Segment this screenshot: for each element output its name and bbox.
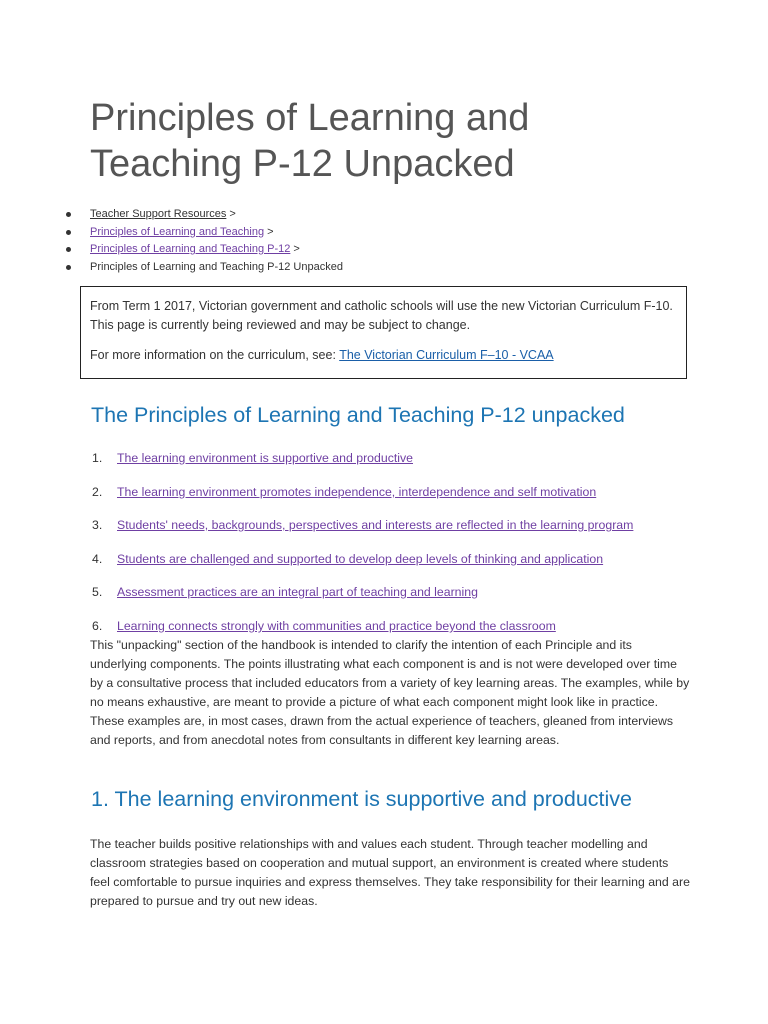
breadcrumb-link-principles-p12[interactable]: Principles of Learning and Teaching P-12 [90,243,291,255]
intro-paragraph: This "unpacking" section of the handbook is intended to clarify the intention of each Principle and its underlying components. The points illustrating what each component is and is not were developed over time by a consultative process that included educators from a variety of key learning areas. The examples, while by no means exhaustive, are meant to provide a picture of what each component might look like in practice. These examples are, in most cases, drawn from the actual experience of teachers, gleaned from interviews and reports, and from anecdotal notes from consultants in different key learning areas. [90,638,690,747]
notice-text: From Term 1 2017, Victorian government and catholic schools will use the new Victorian Curriculum F-10. This page is currently being reviewed and may be subject to change. [90,299,673,332]
principle-link-2[interactable]: The learning environment promotes independence, interdependence and self motivation [117,485,597,499]
breadcrumb-current: Principles of Learning and Teaching P-12 Unpacked [90,260,343,273]
list-number: 5. [92,585,103,599]
breadcrumb-item [66,241,343,259]
list-item [92,518,633,532]
breadcrumb-separator: > [226,208,236,220]
list-item [92,585,478,599]
list-number: 4. [92,552,103,566]
bullet-icon [66,230,71,235]
list-item [92,552,603,566]
curriculum-notice-box [80,286,687,379]
list-number: 6. [92,619,103,633]
principle-link-1[interactable]: The learning environment is supportive and productive [117,451,413,465]
bullet-icon [66,247,71,252]
principle1-paragraph: The teacher builds positive relationships with and values each student. Through teacher modelling and classroom strategies based on cooperation and mutual support, an environment is created where students feel comfortable to pursue inquiries and express themselves. They take responsibility for their learning and are prepared to pursue and try out new ideas. [90,837,690,908]
bullet-icon [66,212,71,217]
list-number: 3. [92,518,103,532]
bullet-icon [66,265,71,270]
breadcrumb-separator: > [290,243,300,255]
breadcrumb-link-principles[interactable]: Principles of Learning and Teaching [90,225,265,238]
breadcrumb-item [66,224,343,242]
list-item [92,451,413,465]
principle-link-6[interactable]: Learning connects strongly with communities and practice beyond the classroom [117,619,556,633]
breadcrumb-separator: > [264,225,274,238]
breadcrumb-item [66,206,343,224]
page-title: Principles of Learning and Teaching P-12 Unpacked [90,97,530,185]
section-heading: The Principles of Learning and Teaching P-12 unpacked [91,403,625,427]
breadcrumb-item [66,259,343,277]
notice-more-prefix: For more information on the curriculum, see: [90,348,340,362]
principle-link-3[interactable]: Students' needs, backgrounds, perspectives and interests are reflected in the learning program [117,518,634,532]
principle1-heading: 1. The learning environment is supportive and productive [91,787,633,811]
list-number: 1. [92,451,103,465]
principle-link-5[interactable]: Assessment practices are an integral part of teaching and learning [117,585,478,599]
breadcrumb-link-teacher-support[interactable]: Teacher Support Resources [90,208,227,220]
list-number: 2. [92,485,103,499]
list-item [92,619,556,633]
principle-link-4[interactable]: Students are challenged and supported to develop deep levels of thinking and application [117,552,604,566]
breadcrumb [66,206,343,276]
vcaa-link[interactable]: The Victorian Curriculum F–10 - VCAA [339,348,554,362]
list-item [92,485,596,499]
notice-more-info [90,346,676,365]
